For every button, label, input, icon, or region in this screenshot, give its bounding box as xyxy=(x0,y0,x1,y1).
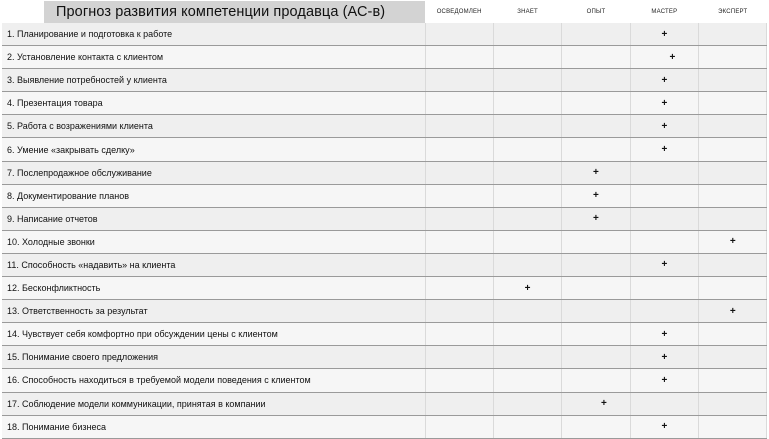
level-cell xyxy=(562,346,630,369)
level-cell xyxy=(493,161,561,184)
level-cell xyxy=(425,184,493,207)
level-cell xyxy=(630,92,698,115)
level-cell xyxy=(493,138,561,161)
level-mark-plus: + xyxy=(729,305,736,317)
competency-name: 5. Работа с возражениями клиента xyxy=(2,115,425,138)
level-cell xyxy=(699,184,767,207)
competency-name: 7. Послепродажное обслуживание xyxy=(2,161,425,184)
table-row xyxy=(2,161,767,184)
level-cell xyxy=(699,23,767,46)
level-cell xyxy=(630,369,698,392)
competency-name: 15. Понимание своего предложения xyxy=(2,346,425,369)
level-cell xyxy=(425,369,493,392)
level-cell xyxy=(425,138,493,161)
competency-name: 10. Холодные звонки xyxy=(2,230,425,253)
level-mark-plus: + xyxy=(729,236,736,248)
level-mark-plus: + xyxy=(661,97,668,109)
level-cell xyxy=(493,300,561,323)
level-cell xyxy=(699,46,767,69)
level-cell xyxy=(562,253,630,276)
competency-name: 18. Понимание бизнеса xyxy=(2,415,425,438)
competency-name: 2. Установление контакта с клиентом xyxy=(2,46,425,69)
competency-name: 3. Выявление потребностей у клиента xyxy=(2,69,425,92)
level-cell xyxy=(562,23,630,46)
page-title: Прогноз развития компетенции продавца (АС-в) xyxy=(2,1,425,23)
competency-name: 12. Бесконфликтность xyxy=(2,277,425,300)
level-header-expert: ЭКСПЕРТ xyxy=(699,1,767,23)
level-cell xyxy=(493,92,561,115)
level-cell xyxy=(425,115,493,138)
level-header-master: МАСТЕР xyxy=(630,1,698,23)
table-row xyxy=(2,369,767,392)
level-cell xyxy=(562,46,630,69)
competency-table xyxy=(2,1,767,439)
level-cell xyxy=(425,277,493,300)
level-cell xyxy=(425,161,493,184)
level-cell xyxy=(562,392,630,415)
level-cell xyxy=(699,115,767,138)
competency-name: 1. Планирование и подготовка к работе xyxy=(2,23,425,46)
competency-rows xyxy=(2,23,767,438)
level-cell xyxy=(699,277,767,300)
level-cell xyxy=(425,46,493,69)
level-cell xyxy=(493,369,561,392)
level-cell xyxy=(425,392,493,415)
level-cell xyxy=(699,300,767,323)
level-cell xyxy=(562,277,630,300)
level-cell xyxy=(699,369,767,392)
level-cell xyxy=(425,69,493,92)
level-mark-plus: + xyxy=(661,28,668,40)
level-cell xyxy=(562,115,630,138)
competency-name: 6. Умение «закрывать сделку» xyxy=(2,138,425,161)
level-mark-plus: + xyxy=(661,351,668,363)
competency-name: 14. Чувствует себя комфортно при обсуждении цены с клиентом xyxy=(2,323,425,346)
competency-name: 17. Соблюдение модели коммуникации, принятая в компании xyxy=(2,392,425,415)
level-cell xyxy=(493,207,561,230)
level-cell xyxy=(425,207,493,230)
table-row xyxy=(2,346,767,369)
level-header-knows: ЗНАЕТ xyxy=(493,1,561,23)
level-mark-plus: + xyxy=(524,282,531,294)
level-cell xyxy=(562,369,630,392)
competency-name: 13. Ответственность за результат xyxy=(2,300,425,323)
level-cell xyxy=(699,253,767,276)
level-cell xyxy=(699,161,767,184)
level-cell xyxy=(562,415,630,438)
level-cell xyxy=(630,115,698,138)
level-cell xyxy=(493,277,561,300)
competency-name: 8. Документирование планов xyxy=(2,184,425,207)
table-row xyxy=(2,392,767,415)
level-cell xyxy=(493,115,561,138)
header-row xyxy=(2,1,767,23)
level-cell xyxy=(562,300,630,323)
level-cell xyxy=(562,230,630,253)
level-cell xyxy=(630,392,698,415)
level-cell xyxy=(425,23,493,46)
level-cell xyxy=(699,230,767,253)
table-row xyxy=(2,69,767,92)
level-cell xyxy=(630,277,698,300)
level-cell xyxy=(630,138,698,161)
level-mark-plus: + xyxy=(661,259,668,271)
level-mark-plus: + xyxy=(661,74,668,86)
level-cell xyxy=(630,253,698,276)
level-cell xyxy=(630,323,698,346)
level-cell xyxy=(493,415,561,438)
level-cell xyxy=(425,230,493,253)
level-mark-plus: + xyxy=(593,167,599,179)
table-row xyxy=(2,300,767,323)
level-cell xyxy=(493,392,561,415)
table-row xyxy=(2,253,767,276)
level-cell xyxy=(630,46,698,69)
competency-name: 11. Способность «надавить» на клиента xyxy=(2,253,425,276)
level-cell xyxy=(562,161,630,184)
level-cell xyxy=(699,346,767,369)
level-cell xyxy=(630,207,698,230)
level-mark-plus: + xyxy=(593,190,599,202)
level-cell xyxy=(425,300,493,323)
level-cell xyxy=(425,415,493,438)
level-cell xyxy=(630,415,698,438)
level-cell xyxy=(562,184,630,207)
level-cell xyxy=(425,346,493,369)
table-row xyxy=(2,115,767,138)
level-cell xyxy=(493,253,561,276)
level-mark-plus: + xyxy=(661,120,668,132)
level-cell xyxy=(699,69,767,92)
level-cell xyxy=(699,392,767,415)
level-cell xyxy=(699,138,767,161)
level-cell xyxy=(630,184,698,207)
level-mark-plus: + xyxy=(669,51,676,63)
level-mark-plus: + xyxy=(661,328,668,340)
table-row xyxy=(2,46,767,69)
level-cell xyxy=(562,92,630,115)
level-cell xyxy=(425,323,493,346)
level-mark-plus: + xyxy=(661,421,668,433)
level-cell xyxy=(493,323,561,346)
level-cell xyxy=(493,230,561,253)
level-cell xyxy=(493,46,561,69)
level-cell xyxy=(630,300,698,323)
table-row xyxy=(2,138,767,161)
level-cell xyxy=(562,207,630,230)
level-cell xyxy=(562,69,630,92)
level-cell xyxy=(630,69,698,92)
table-row xyxy=(2,92,767,115)
competency-name: 4. Презентация товара xyxy=(2,92,425,115)
table-row xyxy=(2,230,767,253)
level-mark-plus: + xyxy=(661,144,668,156)
level-header-aware: ОСВЕДОМЛЕН xyxy=(425,1,493,23)
table-row xyxy=(2,323,767,346)
level-mark-plus: + xyxy=(661,374,668,386)
level-cell xyxy=(630,346,698,369)
level-cell xyxy=(493,184,561,207)
level-cell xyxy=(630,161,698,184)
level-mark-plus: + xyxy=(601,398,607,410)
table-row xyxy=(2,23,767,46)
level-mark-plus: + xyxy=(593,213,599,225)
level-cell xyxy=(699,92,767,115)
competency-name: 16. Способность находиться в требуемой модели поведения с клиентом xyxy=(2,369,425,392)
table-row xyxy=(2,207,767,230)
table-row xyxy=(2,415,767,438)
level-cell xyxy=(699,323,767,346)
level-cell xyxy=(630,23,698,46)
level-cell xyxy=(425,253,493,276)
level-cell xyxy=(493,23,561,46)
competency-name: 9. Написание отчетов xyxy=(2,207,425,230)
table-row xyxy=(2,184,767,207)
table-row xyxy=(2,277,767,300)
level-cell xyxy=(493,69,561,92)
level-cell xyxy=(699,415,767,438)
level-cell xyxy=(425,92,493,115)
level-cell xyxy=(493,346,561,369)
level-cell xyxy=(630,230,698,253)
level-cell xyxy=(699,207,767,230)
level-header-experience: ОПЫТ xyxy=(562,1,630,23)
level-cell xyxy=(562,138,630,161)
level-cell xyxy=(562,323,630,346)
